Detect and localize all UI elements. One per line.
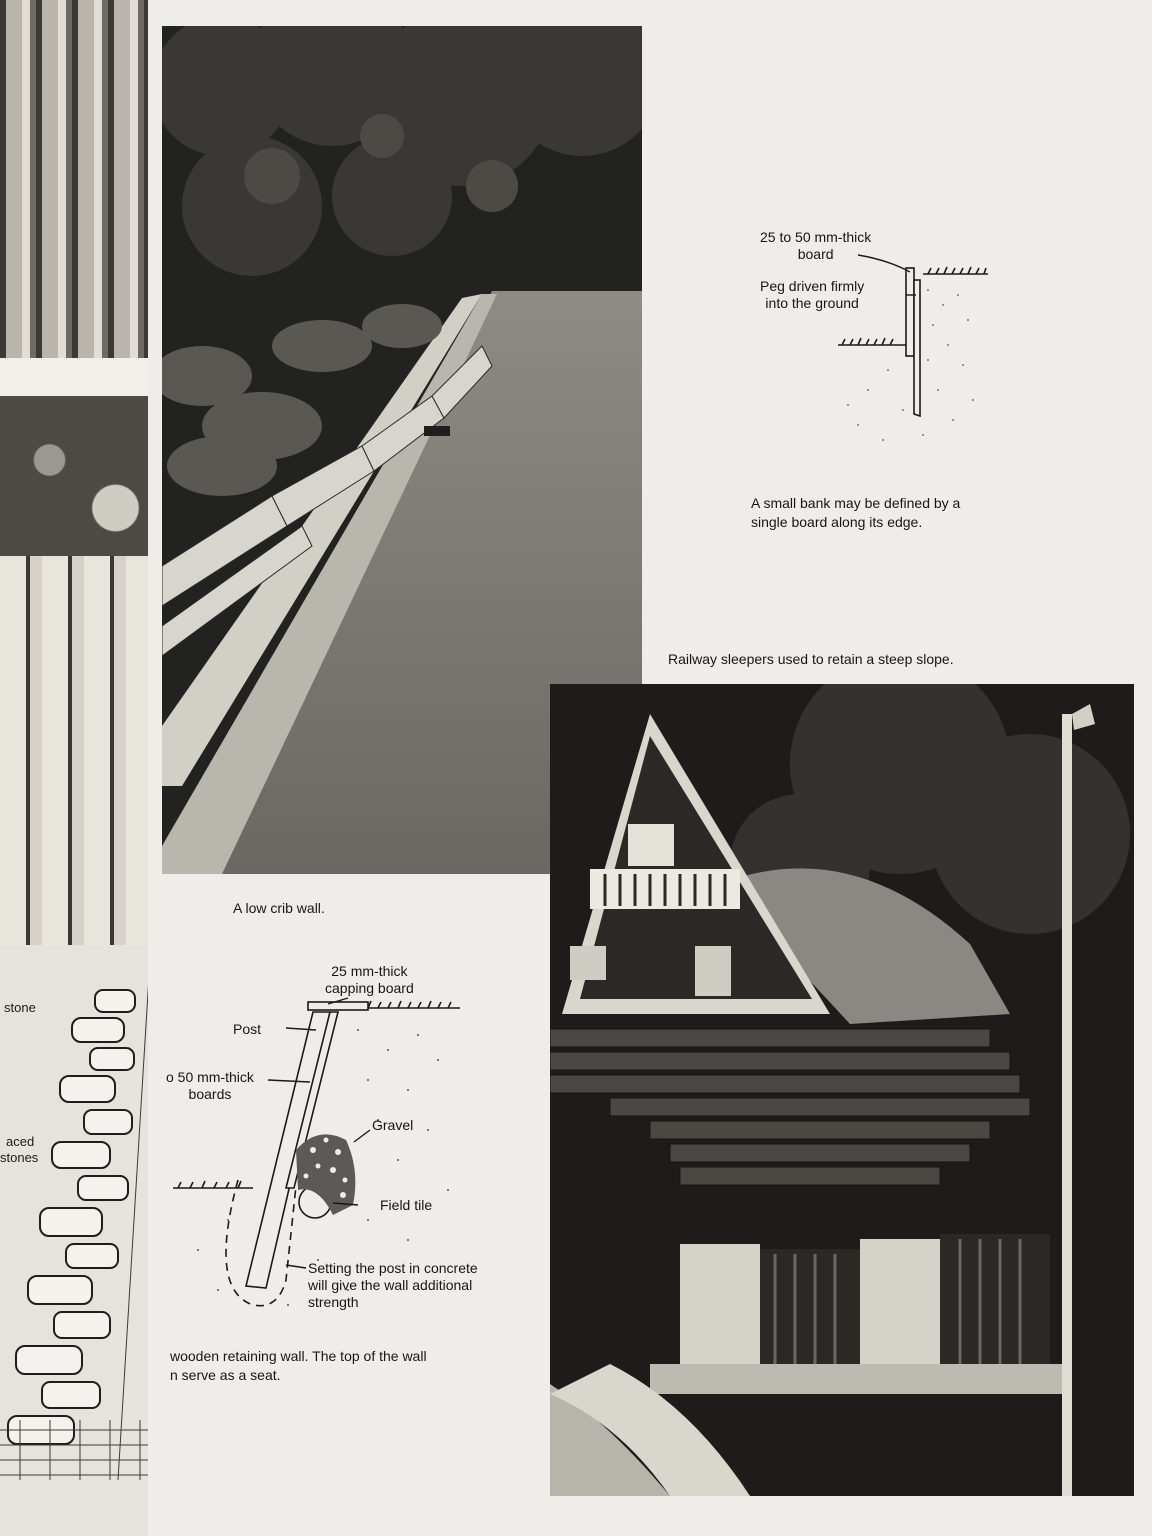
label-capping-board: 25 mm-thick capping board bbox=[325, 963, 414, 996]
left-label-stone: stone bbox=[4, 1000, 36, 1015]
left-photo-fence bbox=[0, 556, 165, 951]
caption-small-bank: A small bank may be defined by a single board along its edge. bbox=[751, 495, 961, 530]
label-boards: o 50 mm-thick boards bbox=[166, 1069, 254, 1102]
caption-railway-sleepers: Railway sleepers used to retain a steep slope. bbox=[668, 651, 954, 667]
caption-wooden-retaining-wall: wooden retaining wall. The top of the wall n serve as a seat. bbox=[170, 1348, 427, 1383]
label-post: Post bbox=[233, 1021, 262, 1037]
photo-railway-sleepers-image bbox=[550, 684, 1134, 1496]
label-field-tile: Field tile bbox=[380, 1197, 433, 1213]
label-gravel: Gravel bbox=[372, 1117, 414, 1133]
left-label-aced: aced bbox=[6, 1134, 35, 1149]
label-peg: Peg driven firmly into the ground bbox=[760, 278, 865, 311]
book-page bbox=[148, 0, 1152, 1536]
photo-railway-sleepers bbox=[550, 684, 1134, 1496]
left-label-stones: stones bbox=[0, 1150, 39, 1165]
left-photo-logs bbox=[0, 0, 165, 358]
caption-low-crib-wall: A low crib wall. bbox=[233, 900, 325, 916]
label-board-thickness: 25 to 50 mm-thick board bbox=[760, 229, 872, 262]
left-photo-foliage bbox=[0, 396, 165, 556]
label-concrete-note: Setting the post in concrete will give the wall additional strength bbox=[308, 1260, 478, 1310]
left-page-gap bbox=[0, 358, 165, 396]
stone-wall-illustration bbox=[0, 960, 160, 1480]
